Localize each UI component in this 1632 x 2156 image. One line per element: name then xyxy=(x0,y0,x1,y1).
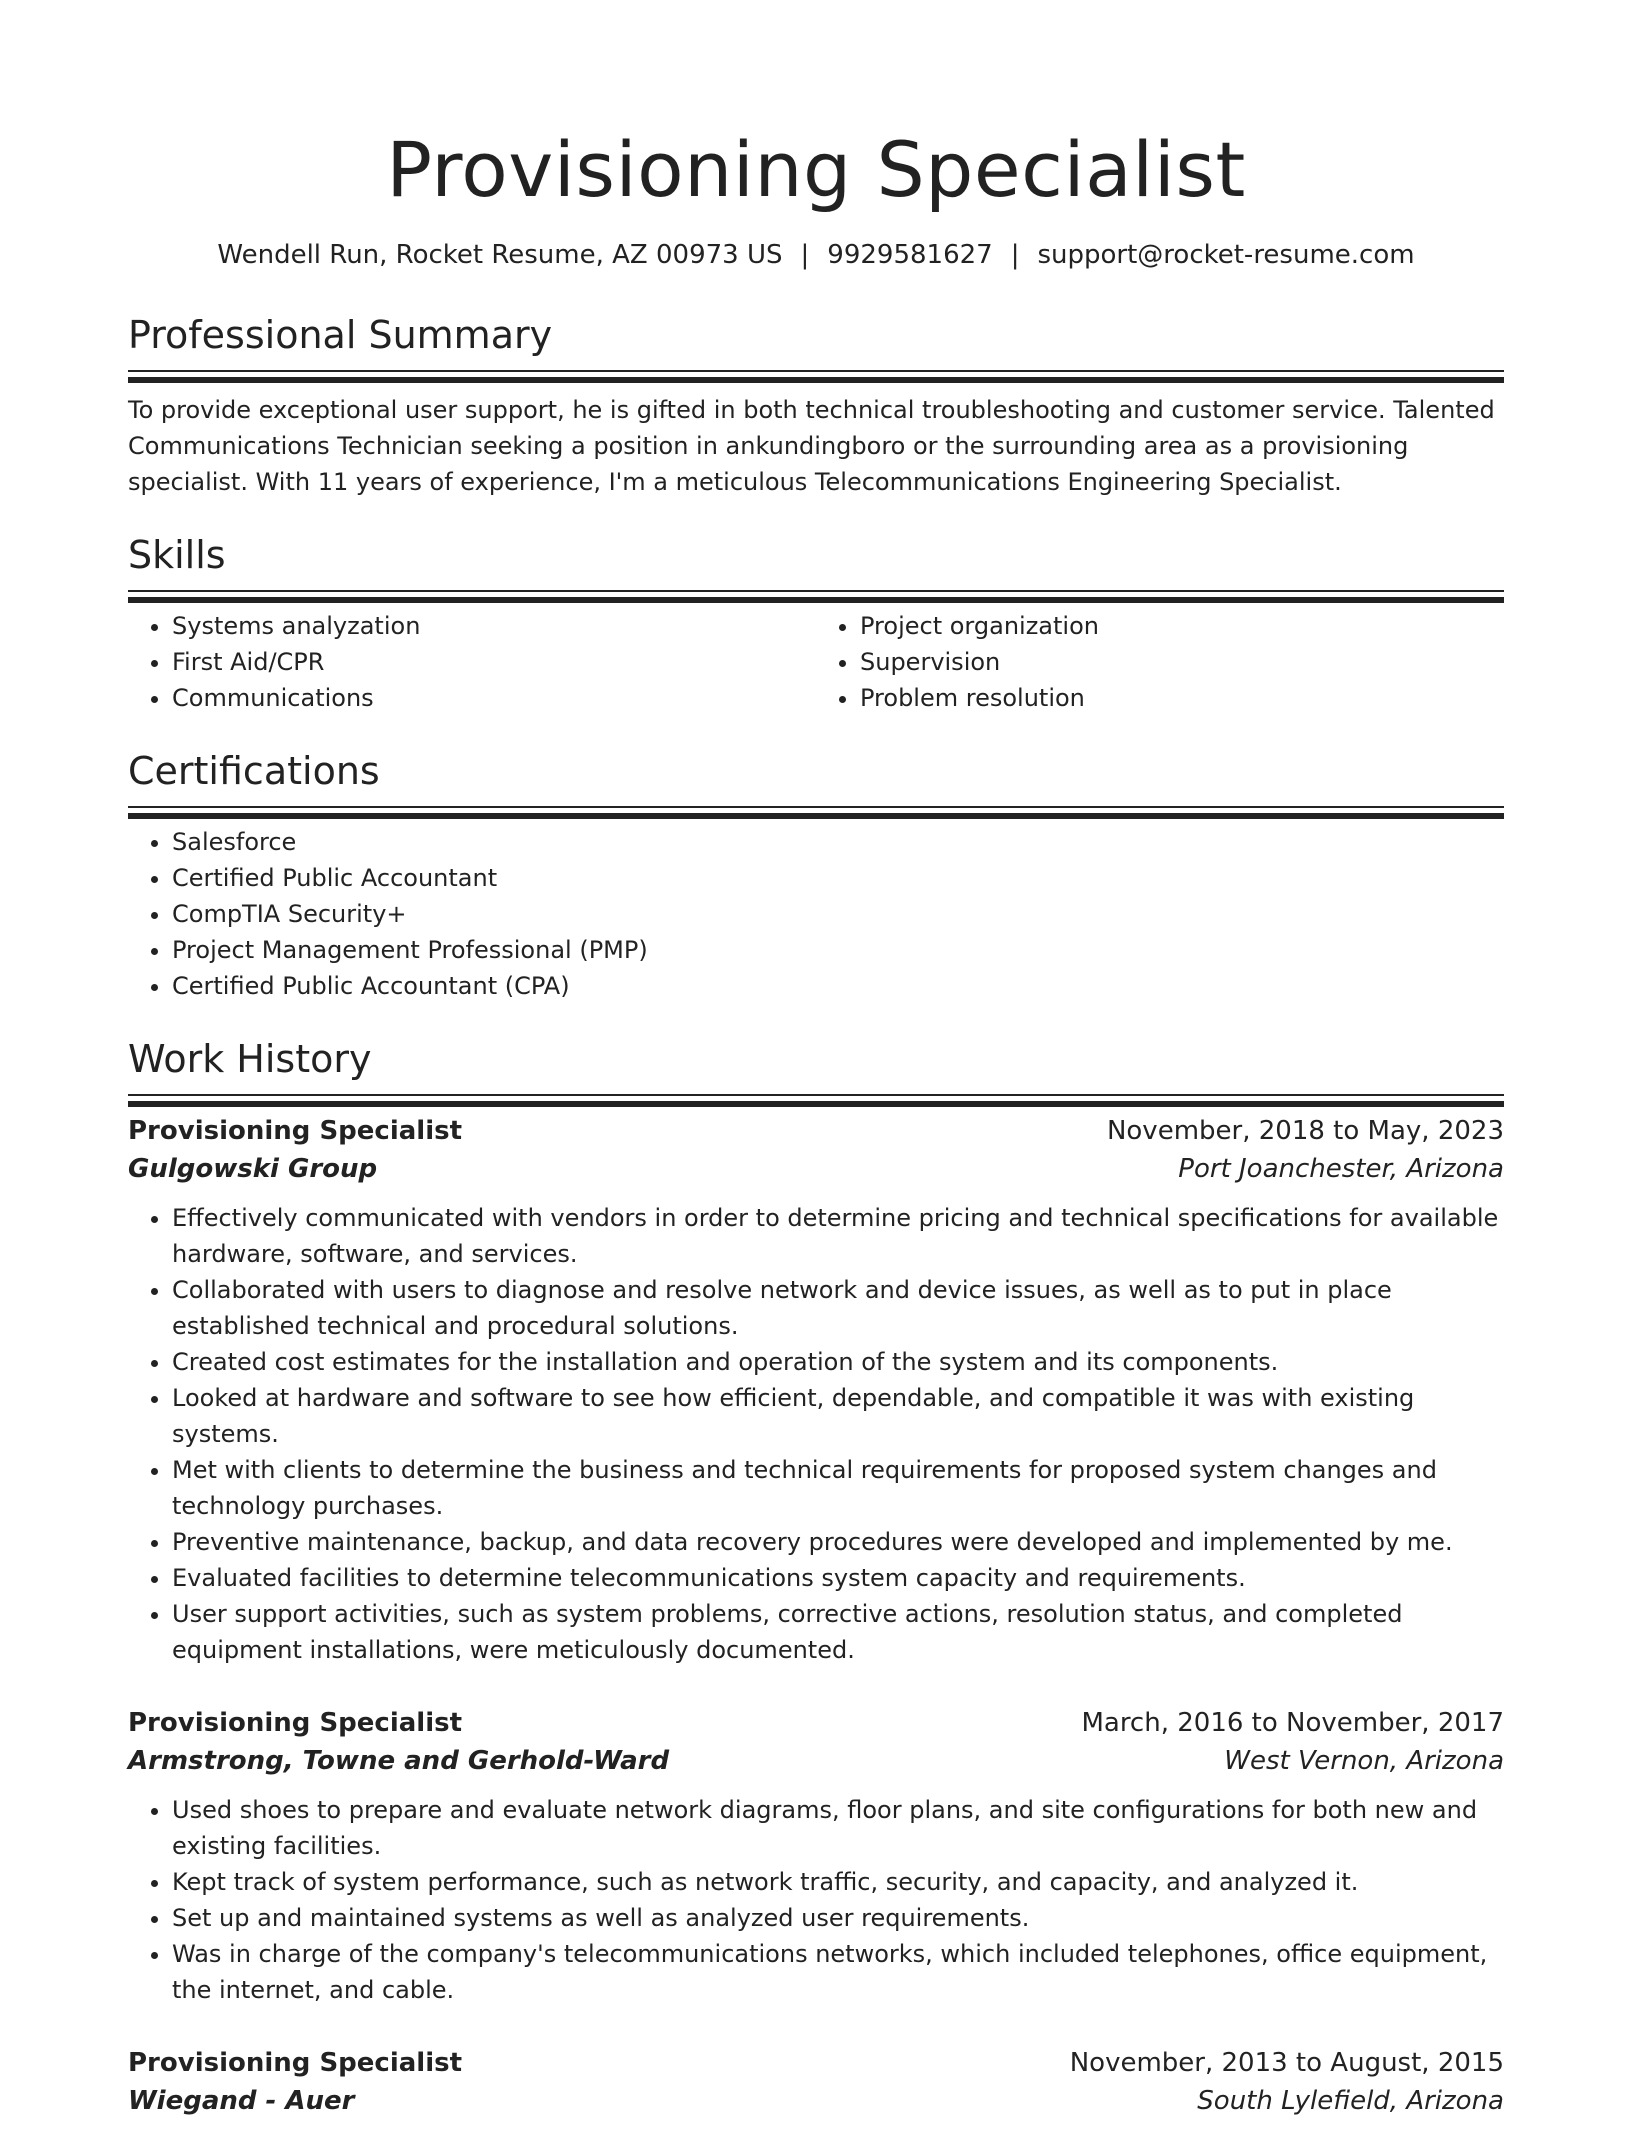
job-title: Provisioning Specialist xyxy=(128,1116,463,1146)
job-bullet: • Was in charge of the company's telecommunications networks, which included telephones, office equipment, the internet, and cable. xyxy=(172,1936,1504,2008)
section-title-work-history: Work History xyxy=(128,1037,372,1081)
contact-address: Wendell Run, Rocket Resume, AZ 00973 US xyxy=(217,240,783,270)
job-bullet: • Effectively communicated with vendors in order to determine pricing and technical specifications for available hardware, software, and services. xyxy=(172,1200,1504,1272)
job-company: Gulgowski Group xyxy=(128,1154,378,1184)
job-entry xyxy=(128,2044,1504,2120)
skill-item: • Supervision xyxy=(860,644,1504,680)
job-bullet: • Used shoes to prepare and evaluate network diagrams, floor plans, and site configurations for both new and existing facilities. xyxy=(172,1792,1504,1864)
certifications-list xyxy=(128,824,1504,1004)
job-location: South Lylefield, Arizona xyxy=(1197,2086,1504,2116)
job-dates: March, 2016 to November, 2017 xyxy=(1081,1708,1504,1738)
job-bullet: • User support activities, such as system problems, corrective actions, resolution status, and completed equipment installations, were meticulously documented. xyxy=(172,1596,1504,1668)
skill-item: • First Aid/CPR xyxy=(172,644,816,680)
section-title-certifications: Certifications xyxy=(128,749,380,793)
certification-item: • Salesforce xyxy=(172,824,1504,860)
certification-item: • Certified Public Accountant xyxy=(172,860,1504,896)
job-title: Provisioning Specialist xyxy=(128,1708,463,1738)
skill-item: • Systems analyzation xyxy=(172,608,816,644)
skills-section xyxy=(128,530,1504,716)
skills-grid xyxy=(128,608,1504,716)
job-dates: November, 2013 to August, 2015 xyxy=(1069,2048,1504,2078)
certification-item: • Project Management Professional (PMP) xyxy=(172,932,1504,968)
job-bullet: • Preventive maintenance, backup, and data recovery procedures were developed and implemented by me. xyxy=(172,1524,1504,1560)
job-bullet: • Created cost estimates for the installation and operation of the system and its components. xyxy=(172,1344,1504,1380)
job-entry xyxy=(128,1704,1504,2008)
contact-separator: | xyxy=(1010,240,1020,270)
resume-page xyxy=(128,120,1504,2156)
work-history-section xyxy=(128,1034,1504,2120)
job-bullets xyxy=(128,1792,1504,2008)
skills-column-left xyxy=(128,608,816,716)
job-location: West Vernon, Arizona xyxy=(1224,1746,1504,1776)
summary-text: To provide exceptional user support, he is gifted in both technical troubleshooting and customer service. Talented Communications Technician seeking a position in ankundingboro or the surrounding area as a provisioning specialist. With 11 years of experience, I'm a meticulous Telecommunications Engineering Specialist. xyxy=(128,396,1495,496)
skills-column-right xyxy=(816,608,1504,716)
job-dates: November, 2018 to May, 2023 xyxy=(1106,1116,1504,1146)
job-location: Port Joanchester, Arizona xyxy=(1178,1154,1504,1184)
section-divider xyxy=(128,590,1504,592)
certifications-section xyxy=(128,746,1504,1004)
section-divider xyxy=(128,806,1504,808)
section-title-summary: Professional Summary xyxy=(128,313,553,357)
job-entry xyxy=(128,1112,1504,1668)
section-title-skills: Skills xyxy=(128,533,226,577)
contact-email: support@rocket-resume.com xyxy=(1037,240,1415,270)
skill-item: • Problem resolution xyxy=(860,680,1504,716)
skill-item: • Communications xyxy=(172,680,816,716)
job-bullet: • Met with clients to determine the business and technical requirements for proposed system changes and technology purchases. xyxy=(172,1452,1504,1524)
job-bullet: • Evaluated facilities to determine telecommunications system capacity and requirements. xyxy=(172,1560,1504,1596)
skill-item: • Project organization xyxy=(860,608,1504,644)
job-bullet: • Set up and maintained systems as well as analyzed user requirements. xyxy=(172,1900,1504,1936)
contact-line xyxy=(128,238,1504,272)
section-divider xyxy=(128,370,1504,372)
certification-item: • CompTIA Security+ xyxy=(172,896,1504,932)
contact-separator: | xyxy=(800,240,810,270)
job-title: Provisioning Specialist xyxy=(128,2048,463,2078)
resume-name: Provisioning Specialist xyxy=(386,125,1246,214)
job-bullet: • Collaborated with users to diagnose and resolve network and device issues, as well as to put in place established technical and procedural solutions. xyxy=(172,1272,1504,1344)
job-bullet: • Looked at hardware and software to see how efficient, dependable, and compatible it was with existing systems. xyxy=(172,1380,1504,1452)
certification-item: • Certified Public Accountant (CPA) xyxy=(172,968,1504,1004)
summary-section xyxy=(128,310,1504,500)
job-bullets xyxy=(128,1200,1504,1668)
job-bullet: • Kept track of system performance, such as network traffic, security, and capacity, and analyzed it. xyxy=(172,1864,1504,1900)
job-company: Wiegand - Auer xyxy=(128,2086,355,2116)
job-company: Armstrong, Towne and Gerhold-Ward xyxy=(128,1746,670,1776)
section-divider xyxy=(128,1094,1504,1096)
contact-phone: 9929581627 xyxy=(827,240,993,270)
